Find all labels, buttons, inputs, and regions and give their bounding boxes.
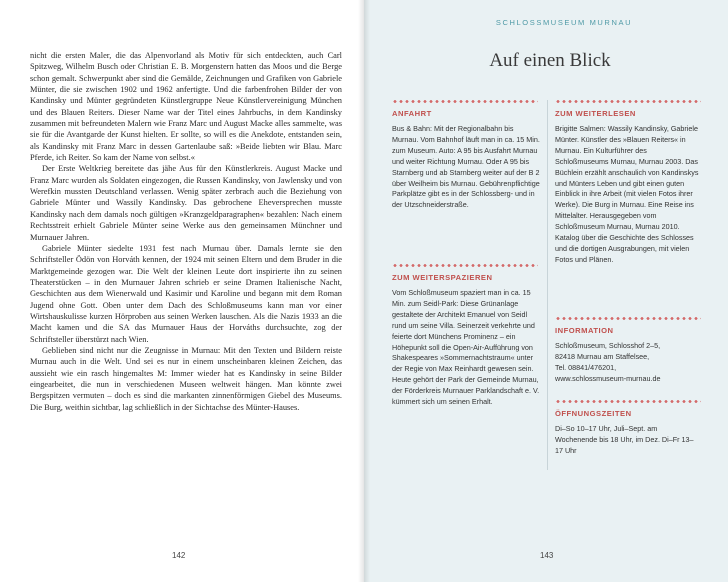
section-heading-information: INFORMATION: [555, 326, 614, 335]
left-page-body: [30, 50, 342, 413]
paragraph-2: Der Erste Weltkrieg bereitete das jähe Aus für den Künstlerkreis. August Macke und Franz Marc wurden als Soldaten eingezogen, die Russen Kandinsky, von Jawlensky und von Werefkin mussten Deutschland verlassen. Wenig später zerbrach auch die Beziehung von Gabriele Münter und Wassily Kandinsky. Das gebrochene Eheversprechen musste Kandinsky nach dem damals noch gültigen »Kranzgeldparagraphen« bezahlen: Nach einem Rechtsstreit erhielt Gabriele Münter seine Werke aus den gemeinsamen Münchner und Murnauer Jahren.: [30, 164, 342, 242]
column-divider: [547, 100, 548, 470]
section-heading-anfahrt: ANFAHRT: [392, 109, 432, 118]
section-text-weiterlesen: Brigitte Salmen: Wassily Kandinsky, Gabriele Münter. Künstler des »Blauen Reiters« in Murnau. Ein Kulturführer des Schloßmuseums Murnau, Murnau 2003. Das Büchlein erzählt anschaulich von Kandinskys und Münters Leben und gibt einen guten Einblick in ihre Arbeit (mit vielen Fotos ihrer Werke). Die Burg in Murnau. Eine Reise ins Mittelalter. Herausgegeben vom Schloßmuseum Murnau, Murnau 2010. Katalog über die Geschichte des Schlosses und die dortigen Ausgrabungen, mit vielen Fotos und Plänen.: [555, 124, 699, 264]
section-heading-oeffnungszeiten: ÖFFNUNGSZEITEN: [555, 409, 632, 418]
address-line-2: 82418 Murnau am Staffelsee,: [555, 351, 650, 361]
running-head: SCHLOSSMUSEUM MURNAU: [495, 18, 633, 27]
phone-number: Tel. 08841/476201,: [555, 362, 617, 372]
page-number-left: 142: [172, 551, 186, 560]
section-text-anfahrt: Bus & Bahn: Mit der Regionalbahn bis Murnau. Vom Bahnhof läuft man in ca. 15 Min. zum Museum. Auto: A 95 bis Ausfahrt Murnau und weiter Richtung Murnau. Oder A 95 bis Starnberg und ab Starnberg weiter auf der B 2 über Weilheim bis Murnau. Gebührenpflichtige Parkplätze gibt es in der Schlossberg- und in der Utzschneiderstraße.: [392, 124, 540, 210]
section-text-information: [555, 341, 701, 385]
section-heading-weiterspazieren: ZUM WEITERSPAZIEREN: [392, 273, 493, 282]
address-line-1: Schloßmuseum, Schlosshof 2–5,: [555, 341, 661, 350]
dotted-divider: [392, 263, 538, 268]
paragraph-1: nicht die ersten Maler, die das Alpenvorland als Motiv für sich entdeckten, auch Carl Spitzweg, Wilhelm Busch oder Christian E. B. Morgenstern hatten das Moos und die Berge schon gemalt. Schwerpunkt aber sind die Gemälde, Zeichnungen und Grafiken von Gabriele Münter, die sie zwischen 1902 und 1962 anfertigte. Und die farbenfrohen Bilder der von Kandinsky und Münter gegründeten Künstlergruppe Neue Künstlervereinigung München und des Blauen Reiters. Dieser Name war der Titel eines Jahrbuchs, in dem Kandinsky zusammen mit befreundeten Malern wie Franz Marc und August Macke alles sammelte, was sie für die Avantgarde der Kunst hielten. Er sollte, so will es die Anekdote, entstanden sein, als Kandinsky mit Franz Marc in dessen Gartenlaube saß: »Beide liebten wir Blau. Marc Pferde, ich Reiter. So kam der Name von selbst.«: [30, 51, 342, 163]
website-url: www.schlossmuseum-murnau.de: [555, 373, 661, 383]
book-gutter: [358, 0, 370, 582]
dotted-divider: [555, 316, 701, 321]
section-text-oeffnungszeiten: Di–So 10–17 Uhr, Juli–Sept. am Wochenende bis 18 Uhr, im Dez. Di–Fr 13–17 Uhr: [555, 424, 694, 455]
dotted-divider: [555, 399, 701, 404]
section-heading-weiterlesen: ZUM WEITERLESEN: [555, 109, 636, 118]
dotted-divider: [555, 99, 701, 104]
dotted-divider: [392, 99, 538, 104]
section-text-weiterspazieren: Vom Schloßmuseum spaziert man in ca. 15 Min. zum Seidl-Park: Diese Grünanlage gestaltete der Architekt Emanuel von Seidl rund um seine Villa. Seinerzeit verkehrte und feierte dort Münchens Prominenz – ein Höhepunkt soll die Open-Air-Aufführung von Shakespeares »Sommernachtstraum« unter der Regie von Max Reinhardt gewesen sein. Heute gehört der Park der Gemeinde Murnau, der Förderkreis Murnauer Parklandschaft e. V. kümmert sich um seinen Erhalt.: [392, 288, 540, 407]
page-title: Auf einen Blick: [489, 50, 611, 71]
page-number-right: 143: [540, 551, 554, 560]
paragraph-3: Gabriele Münter siedelte 1931 fest nach Murnau über. Damals lernte sie den Schriftsteller Ödön von Horváth kennen, der 1924 mit seinen Eltern und dem Bruder in die Marktgemeinde gezogen war. Die Welt der kleinen Leute dort inspirierte ihn zu seinen Theaterstücken – in den Murnauer Jahren schrieb er seine Dramen Italienische Nacht, Geschichten aus dem Wienerwald und Kasimir und Karoline und begann mit dem Roman Jugend ohne Gott. Oben unter dem Dach des Schloßmuseums kann man vor einer Wirtshauskulisse kurzen Hörproben aus seinen Werken lauschen. Als die Nazis 1933 an die Macht kamen und die SA das Murnauer Haus der Horváths durchsuchte, zog der Schriftsteller überstürzt nach Wien.: [30, 243, 342, 344]
paragraph-4: Geblieben sind nicht nur die Zeugnisse in Murnau: Mit den Texten und Bildern reiste Murnau auch in die Welt. Und sei es nur in einem unscheinbaren kleinen Zeichen, das aussieht wie ein rasch hingemaltes M: Immer wieder hat es Kandinsky in seine Bilder eingearbeitet, die nun in verschiedenen Museen weltweit hängen. Man könnte zwei Bergspitzen vermuten – doch es sind die markanten zinnenförmigen Giebel des Museums. Die Burg, weithin sichtbar, lag schließlich in der Sichtachse des Münter-Hauses.: [30, 345, 342, 412]
